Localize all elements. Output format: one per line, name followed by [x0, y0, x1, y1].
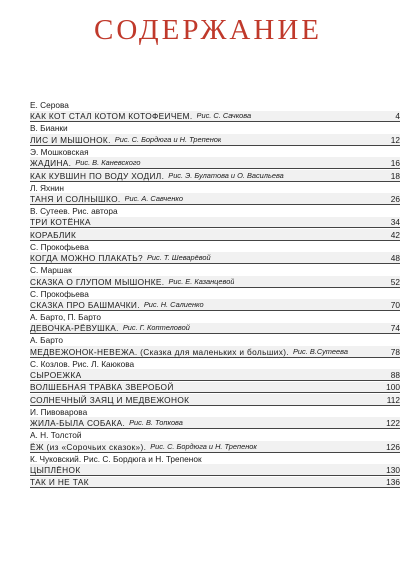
- toc-author: Л. Яхнин: [30, 182, 64, 193]
- toc-entry-page: 136: [386, 477, 400, 488]
- toc-entry-page: 126: [386, 441, 400, 452]
- toc-entry-title: ЁЖ (из «Сорочьих сказок»).: [30, 441, 147, 452]
- toc-entry[interactable]: [30, 111, 400, 123]
- toc-entry-illustrator: Рис. С. Бордюга и Н. Трепенок: [114, 134, 222, 144]
- toc-entry-title: ЖАДИНА.: [30, 158, 72, 169]
- toc-author: Э. Мошковская: [30, 146, 89, 157]
- table-of-contents: [30, 100, 400, 489]
- toc-group: [30, 100, 400, 122]
- toc-entry-title: СКАЗКА О ГЛУПОМ МЫШОНКЕ.: [30, 276, 165, 287]
- toc-entry[interactable]: [30, 193, 400, 205]
- toc-entry-illustrator: Рис. В. Топкова: [129, 418, 183, 428]
- toc-entry-title: ТАК И НЕ ТАК: [30, 477, 89, 488]
- toc-group: [30, 312, 400, 334]
- toc-author: С. Прокофьева: [30, 241, 89, 252]
- toc-entry[interactable]: [30, 299, 400, 311]
- toc-entry-illustrator: Рис. В. Каневского: [75, 158, 141, 168]
- toc-entry[interactable]: [30, 157, 400, 169]
- toc-group: [30, 242, 400, 264]
- toc-entry-illustrator: Рис. Н. Салиенко: [143, 299, 204, 309]
- toc-group: [30, 183, 400, 205]
- toc-entry-page: 42: [390, 229, 400, 240]
- toc-group: [30, 359, 400, 406]
- toc-group: [30, 206, 400, 241]
- toc-group: [30, 265, 400, 287]
- toc-entry-title: КАК КОТ СТАЛ КОТОМ КОТОФЕИЧЕМ.: [30, 111, 193, 122]
- toc-entry[interactable]: [30, 134, 400, 146]
- toc-entry-page: 52: [390, 276, 400, 287]
- toc-entry-page: 88: [390, 370, 400, 381]
- toc-entry-title: ЛИС И МЫШОНОК.: [30, 134, 111, 145]
- toc-author: В. Сутеев. Рис. автора: [30, 205, 118, 216]
- toc-group: [30, 335, 400, 357]
- page-title: СОДЕРЖАНИЕ: [94, 14, 322, 46]
- toc-author: И. Пивоварова: [30, 406, 88, 417]
- toc-entry[interactable]: [30, 369, 400, 381]
- toc-entry-title: ЦЫПЛЁНОК: [30, 465, 81, 476]
- toc-entry-page: 18: [390, 170, 400, 181]
- toc-entry-page: 70: [390, 299, 400, 310]
- toc-entry[interactable]: [30, 252, 400, 264]
- toc-author: А. Барто, П. Барто: [30, 311, 101, 322]
- toc-entry-illustrator: Рис. Е. Казанцевой: [168, 276, 235, 286]
- toc-entry-title: КОГДА МОЖНО ПЛАКАТЬ?: [30, 253, 143, 264]
- toc-entry[interactable]: [30, 346, 400, 358]
- toc-group: [30, 407, 400, 429]
- toc-entry-page: 34: [390, 217, 400, 228]
- toc-entry-page: 130: [386, 465, 400, 476]
- toc-group: [30, 147, 400, 182]
- toc-author: С. Козлов. Рис. Л. Каюкова: [30, 358, 135, 369]
- toc-entry-illustrator: Рис. С. Бордюга и Н. Трепенок: [150, 441, 257, 451]
- toc-group: [30, 123, 400, 145]
- toc-group: [30, 454, 400, 489]
- toc-entry-title: КОРАБЛИК: [30, 229, 77, 240]
- toc-entry[interactable]: [30, 441, 400, 453]
- toc-author: А. Н. Толстой: [30, 430, 82, 441]
- toc-entry-page: 26: [390, 193, 400, 204]
- toc-entry-title: КАК КУВШИН ПО ВОДУ ХОДИЛ.: [30, 170, 165, 181]
- toc-entry-illustrator: Рис. В.Сутеева: [293, 346, 348, 356]
- toc-entry-title: ЖИЛА-БЫЛА СОБАКА.: [30, 418, 126, 429]
- toc-entry-title: СОЛНЕЧНЫЙ ЗАЯЦ И МЕДВЕЖОНОК: [30, 394, 190, 405]
- toc-entry-title: СЫРОЕЖКА: [30, 370, 82, 381]
- toc-entry[interactable]: [30, 276, 400, 288]
- toc-entry-page: 112: [386, 394, 400, 405]
- toc-entry[interactable]: [30, 170, 400, 182]
- toc-entry[interactable]: [30, 477, 400, 489]
- toc-group: [30, 430, 400, 452]
- toc-entry-page: 100: [386, 382, 400, 393]
- toc-entry-page: 16: [390, 158, 400, 169]
- toc-author: А. Барто: [30, 335, 63, 346]
- toc-entry[interactable]: [30, 394, 400, 406]
- toc-entry-title: СКАЗКА ПРО БАШМАЧКИ.: [30, 299, 140, 310]
- toc-entry-page: 12: [390, 134, 400, 145]
- toc-entry-title: МЕДВЕЖОНОК-НЕВЕЖА. (Сказка для маленьких и больших).: [30, 346, 289, 357]
- toc-entry-page: 48: [390, 253, 400, 264]
- toc-author: В. Бианки: [30, 123, 68, 134]
- toc-author: С. Прокофьева: [30, 288, 89, 299]
- toc-author: К. Чуковский. Рис. С. Бордюга и Н. Трепенок: [30, 453, 202, 464]
- toc-entry-page: 4: [395, 111, 400, 122]
- toc-entry-title: ДЕВОЧКА-РЁВУШКА.: [30, 323, 119, 334]
- toc-entry-page: 78: [390, 346, 400, 357]
- toc-group: [30, 289, 400, 311]
- toc-entry-illustrator: Рис. Г. Коптеловой: [122, 323, 190, 333]
- toc-entry[interactable]: [30, 323, 400, 335]
- toc-entry-illustrator: Рис. А. Савченко: [124, 193, 184, 203]
- toc-entry[interactable]: [30, 217, 400, 229]
- toc-entry-page: 122: [386, 418, 400, 429]
- toc-author: Е. Серова: [30, 100, 69, 110]
- toc-entry-title: ТАНЯ И СОЛНЫШКО.: [30, 193, 121, 204]
- toc-entry-illustrator: Рис. С. Сачкова: [196, 111, 252, 121]
- toc-entry[interactable]: [30, 417, 400, 429]
- toc-entry[interactable]: [30, 382, 400, 394]
- toc-entry-title: ТРИ КОТЁНКА: [30, 217, 91, 228]
- toc-entry[interactable]: [30, 464, 400, 476]
- toc-entry-illustrator: Рис. Э. Булатова и О. Васильева: [168, 170, 284, 180]
- toc-entry-title: ВОЛШЕБНАЯ ТРАВКА ЗВЕРОБОЙ: [30, 382, 174, 393]
- toc-entry-page: 74: [390, 323, 400, 334]
- toc-entry[interactable]: [30, 229, 400, 241]
- toc-author: С. Маршак: [30, 265, 72, 276]
- toc-entry-illustrator: Рис. Т. Шеварёвой: [146, 253, 211, 263]
